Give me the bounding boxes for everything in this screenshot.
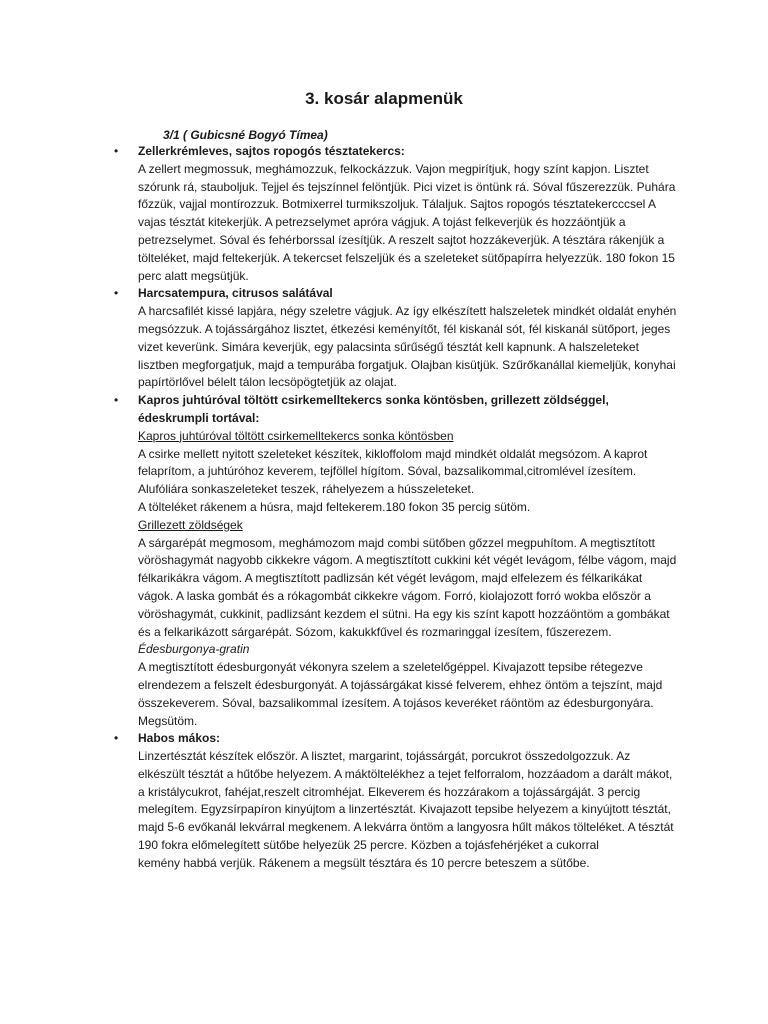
subsection-body: A csirke mellett nyitott szeleteket készítek, kikloffolom majd mindkét oldalát megsózom. A kaprot felaprítom, a juhtúróhoz keverem, tejföllel hígítom. Sóval, bazsalikommal,citromlével ízesítem. Alufóliára sonkaszeleteket teszek, ráhelyezem a hússzeleteket. bbox=[138, 446, 648, 497]
menu-content bbox=[114, 143, 678, 873]
list-item bbox=[114, 730, 678, 872]
bullet-icon: • bbox=[114, 286, 119, 301]
list-item bbox=[114, 143, 678, 285]
subsection-title: Édesburgonya-gratin bbox=[138, 642, 250, 657]
subsection-body: A megtisztított édesburgonyát vékonyra szelem a szeletelőgéppel. Kivajazott tepsibe rétegezve elrendezem a felszelt édesburgonyát. A tojássárgákat kissé felverem, ehhez öntöm a tejszínt, majd összekeverem. Sóval, bazsalikommal ízesítem. A tojásos keveréket ráöntöm az édesburgonyára. Megsütöm. bbox=[138, 660, 663, 728]
author-subtitle: 3/1 ( Gubicsné Bogyó Tímea) bbox=[163, 128, 328, 142]
item-heading: Habos mákos: bbox=[138, 731, 221, 746]
list-item bbox=[114, 285, 678, 392]
list-item bbox=[114, 392, 678, 730]
item-heading: Kapros juhtúróval töltött csirkemelltekercs sonka köntösben, grillezett zöldséggel, édeskrumpli tortával: bbox=[138, 393, 609, 425]
subsection-title: Kapros juhtúróval töltött csirkemelltekercs sonka köntösben bbox=[138, 428, 454, 443]
bullet-icon: • bbox=[114, 393, 119, 408]
item-body: A harcsafilét kissé lapjára, négy szeletre vágjuk. Az így elkészített halszeletek mindkét oldalát enyhén megsózzuk. A tojássárgához lisztet, étkezési keményítőt, fél kiskanál sót, fél kiskanál sütőport, jeges vizet keverünk. Simára keverjük, egy palacsinta sűrűségű tésztát kell kapnunk. A halszeleteket lisztben megforgatjuk, majd a tempurába forgatjuk. Olajban kisütjük. Szűrőkanállal kiemeljük, konyhai papírtörlővel bélelt tálon lecsöpögtetjük az olajat. bbox=[138, 304, 677, 390]
subsection-body: A sárgarépát megmosom, meghámozom majd combi sütőben gőzzel megpuhítom. A megtisztított vöröshagymát nagyobb cikkekre vágom. A megtisztított cukkini két végét levágom, félbe vágom, majd félkarikákra vágom. A megtisztított padlizsán két végét levágom, majd elfelezem és félkarikákat vágok. A laska gombát és a rókagombát cikkekre vágom. Forró, kiolajozott forró wokba először a vöröshagymát, cukkinit, padlizsánt kezdem el sütni. Ha egy kis színt kapott hozzáöntöm a gombákat és a felkarikázott sárgarépát. Sózom, kakukkfűvel és rozmaringgal ízesítem, fűszerezem. bbox=[138, 535, 677, 639]
bullet-icon: • bbox=[114, 731, 119, 746]
item-body: kemény habbá verjük. Rákenem a megsült tésztára és 10 percre beteszem a sütőbe. bbox=[138, 855, 590, 870]
item-body: A zellert megmossuk, meghámozzuk, felkockázzuk. Vajon megpirítjuk, hogy színt kapjon. Lisztet szórunk rá, stauboljuk. Tejjel és tejszínnel felöntjük. Pici vizet is öntünk rá. Sóval fűszerezzük. Puhára főzzük, vajjal montírozzuk. Botmixerrel turmikszoljuk. Tálaljuk. Sajtos ropogós tésztatekercccsel A vajas tésztát kitekerjük. A petrezselymet apróra vágjuk. A tojást felkeverjük és hozzáöntjük a petrezselymet. Sóval és fehérborssal ízesítjük. A reszelt sajtot hozzákeverjük. A tésztára rákenjük a tölteléket, majd feltekerjük. A tekercset felszeljük és a szeleteket sütőpapírra helyezzük. 180 fokon 15 perc alatt megsütjük. bbox=[138, 161, 676, 283]
bullet-icon: • bbox=[114, 144, 119, 158]
item-heading: Zellerkrémleves, sajtos ropogós tésztatekercs: bbox=[138, 144, 405, 158]
page-title: 3. kosár alapmenük bbox=[305, 89, 463, 108]
item-body: Linzertésztát készítek először. A lisztet, margarint, tojássárgát, porcukrot összedolgozzuk. Az elkészült tésztát a hűtőbe helyezem. A máktöltelékhez a tejet felforralom, hozzáadom a darált mákot, a kristálycukrot, fahéjat,reszelt citromhéjat. Elkeverem és hozzárakom a tojássárgáját. 3 percig melegítem. Egyzsírpapíron kinyújtom a linzertésztát. Kivajazott tepsibe helyezem a kinyújtott tésztát, majd 5-6 evőkanál lekvárral megkenem. A lekvárra öntöm a langyosra hűlt mákos tölteléket. A tésztát 190 fokra előmelegített sütőbe helyezük 25 percre. Közben a tojásfehérjéket a cukorral bbox=[138, 749, 674, 853]
subsection-title: Grillezett zöldségek bbox=[138, 517, 243, 532]
subsection-body: A tölteléket rákenem a húsra, majd feltekerem.180 fokon 35 percig sütöm. bbox=[138, 499, 531, 514]
item-heading: Harcsatempura, citrusos salátával bbox=[138, 286, 333, 301]
